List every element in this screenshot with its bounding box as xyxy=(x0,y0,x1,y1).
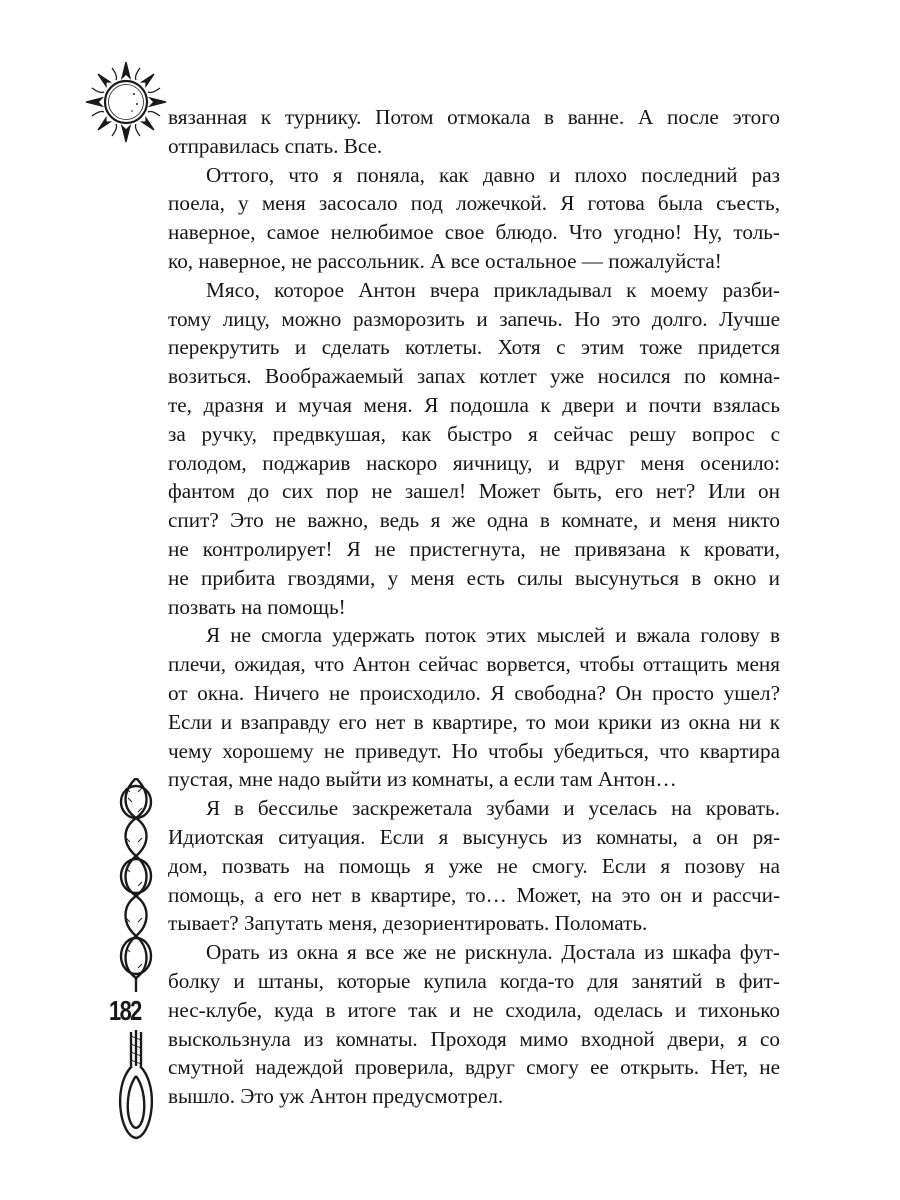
paragraph xyxy=(168,621,780,794)
paragraph xyxy=(168,161,780,276)
text-line: Я не смогла удержать поток этих мыслей и вжала голову в xyxy=(206,623,780,648)
text-line: тому лицу, можно разморозить и запечь. Но это долго. Лучше xyxy=(168,306,780,331)
text-line: от окна. Ничего не происходило. Я свободна? Он просто ушел? xyxy=(168,680,780,705)
text-line: те, дразня и мучая меня. Я подошла к двери и почти взялась xyxy=(168,392,780,417)
text-line: дом, позвать на помощь я уже не смогу. Если я позову на xyxy=(168,853,780,878)
text-line: вышло. Это уж Антон предусмотрел. xyxy=(168,1084,504,1109)
paragraph xyxy=(168,938,780,1111)
text-line: Идиотская ситуация. Если я высунусь из комнаты, а он ря- xyxy=(168,824,780,849)
text-line: помощь, а его нет в квартире, то… Может, на это он и рассчи- xyxy=(168,882,780,907)
text-line: Мясо, которое Антон вчера прикладывал к моему разби- xyxy=(206,277,780,302)
text-line: плечи, ожидая, что Антон сейчас ворвется, чтобы оттащить меня xyxy=(168,652,780,677)
text-line: тывает? Запутать меня, дезориентировать. Поломать. xyxy=(168,911,648,936)
text-line: фантом до сих пор не зашел! Может быть, его нет? Или он xyxy=(168,479,780,504)
paragraph xyxy=(168,103,780,161)
text-line: Оттого, что я поняла, как давно и плохо последний раз xyxy=(206,162,780,187)
text-line: спит? Это не важно, ведь я же одна в комнате, и меня никто xyxy=(168,508,780,533)
paragraph xyxy=(168,794,780,938)
text-line: нес-клубе, куда в итоге так и не сходила, оделась и тихонько xyxy=(168,997,780,1022)
paragraph xyxy=(168,276,780,622)
text-line: позвать на помощь! xyxy=(168,594,346,619)
text-line: Орать из окна я все же не рискнула. Достала из шкафа фут- xyxy=(206,940,780,965)
text-line: перекрутить и сделать котлеты. Хотя с этим тоже придется xyxy=(168,335,780,360)
text-line: возиться. Воображаемый запах котлет уже носился по комна- xyxy=(168,364,780,389)
text-line: не прибита гвоздями, у меня есть силы высунуться в окно и xyxy=(168,565,780,590)
text-line: ко, наверное, не рассольник. А все остальное — пожалуйста! xyxy=(168,248,722,273)
text-line: поела, у меня засосало под ложечкой. Я готова была съесть, xyxy=(168,191,780,216)
sun-moon-ornament-icon xyxy=(84,60,168,144)
text-line: пустая, мне надо выйти из комнаты, а если там Антон… xyxy=(168,767,677,792)
text-line: чему хорошему не приведут. Но чтобы убедиться, что квартира xyxy=(168,738,780,763)
text-line: отправилась спать. Все. xyxy=(168,133,383,158)
page-number: 182 xyxy=(109,995,141,1026)
text-line: за ручку, предвкушая, как быстро я сейчас решу вопрос с xyxy=(168,421,780,446)
text-line: голодом, поджарив наскоро яичницу, и вдруг меня осенило: xyxy=(168,450,780,475)
rope-loop-ornament-icon xyxy=(116,1030,156,1142)
text-line: наверное, самое нелюбимое свое блюдо. Что угодно! Ну, толь- xyxy=(168,220,780,245)
text-line: выскользнула из комнаты. Проходя мимо входной двери, я со xyxy=(168,1026,780,1051)
text-line: болку и штаны, которые купила когда-то для занятий в фит- xyxy=(168,968,780,993)
text-line: не контролирует! Я не пристегнута, не привязана к кровати, xyxy=(168,536,780,561)
text-line: вязанная к турнику. Потом отмокала в ванне. А после этого xyxy=(168,105,780,129)
text-line: Если и взаправду его нет в квартире, то мои крики из окна ни к xyxy=(168,709,780,734)
text-line: Я в бессилье заскрежетала зубами и уселась на кровать. xyxy=(206,796,780,821)
rope-knot-ornament-icon xyxy=(112,778,160,992)
text-line: смутной надеждой проверила, вдруг смогу ее открыть. Нет, не xyxy=(168,1055,780,1080)
body-text xyxy=(168,103,780,1111)
